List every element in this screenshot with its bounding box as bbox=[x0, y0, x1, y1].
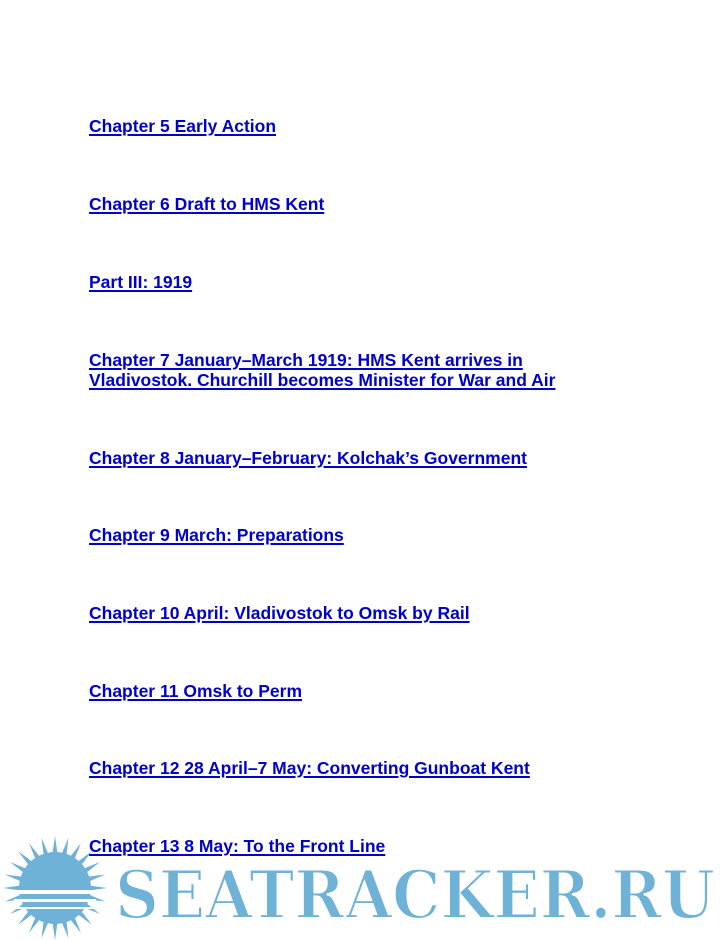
sun-ray bbox=[52, 836, 58, 856]
sun-ray bbox=[18, 851, 34, 867]
watermark bbox=[0, 832, 724, 941]
sun-ray bbox=[76, 909, 92, 925]
toc-link-chapter-10[interactable]: Chapter 10 April: Vladivostok to Omsk by Rail bbox=[89, 603, 470, 623]
toc-link-chapter-5[interactable]: Chapter 5 Early Action bbox=[89, 116, 277, 136]
toc-link-chapter-6[interactable]: Chapter 6 Draft to HMS Kent bbox=[89, 194, 325, 214]
toc-link-chapter-11[interactable]: Chapter 11 Omsk to Perm bbox=[89, 681, 302, 701]
sun-ray bbox=[18, 909, 34, 925]
sun-ray bbox=[52, 920, 58, 940]
toc-link-chapter-8[interactable]: Chapter 8 January–February: Kolchak’s Government bbox=[89, 448, 527, 468]
toc-link-chapter-7[interactable]: Chapter 7 January–March 1919: HMS Kent arrives in Vladivostok. Churchill becomes Minister for War and Air bbox=[89, 350, 556, 390]
toc-link-part-3[interactable]: Part III: 1919 bbox=[89, 272, 193, 292]
watermark-text: SEATRACKER.RU bbox=[115, 856, 715, 934]
sun-ray bbox=[76, 851, 92, 867]
toc-link-chapter-9[interactable]: Chapter 9 March: Preparations bbox=[89, 525, 344, 545]
toc-link-chapter-13[interactable]: Chapter 13 8 May: To the Front Line bbox=[89, 836, 386, 856]
sun-logo-icon bbox=[3, 836, 107, 940]
toc-link-chapter-12[interactable]: Chapter 12 28 April–7 May: Converting Gunboat Kent bbox=[89, 758, 530, 778]
